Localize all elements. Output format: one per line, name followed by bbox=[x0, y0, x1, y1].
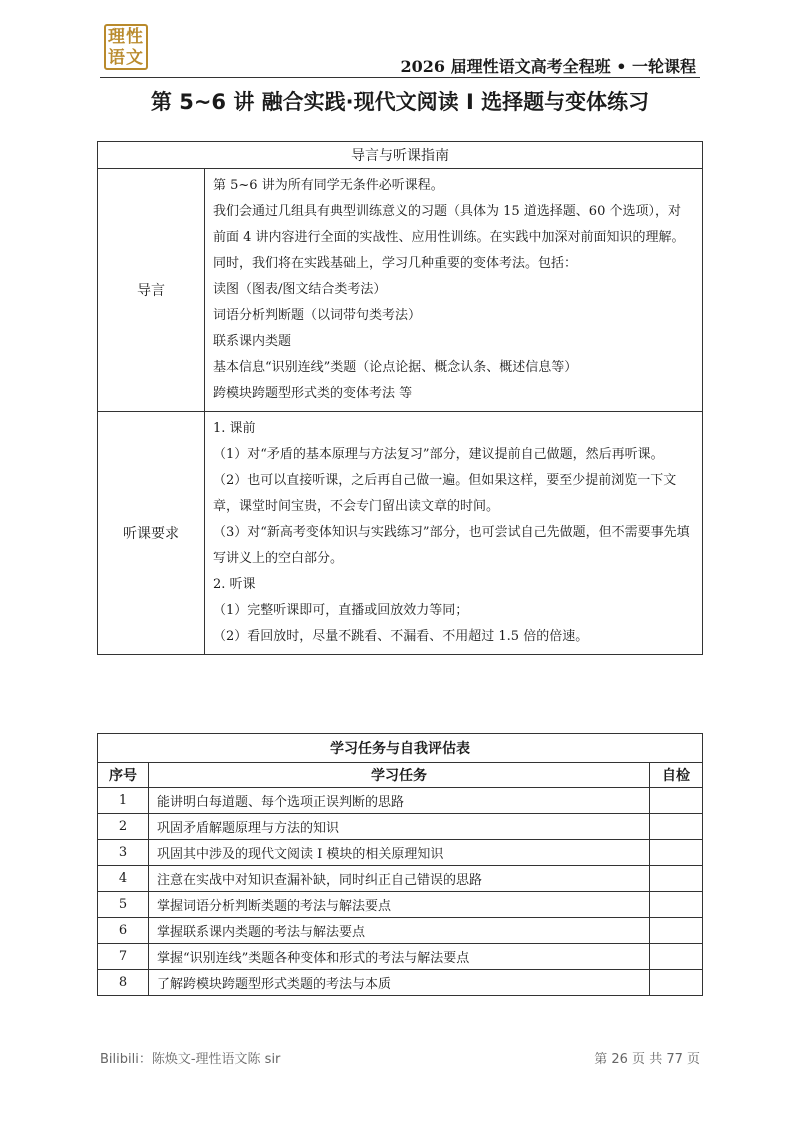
intro-content bbox=[205, 169, 703, 412]
course-title: 2026 届理性语文高考全程班 • 一轮课程 bbox=[400, 57, 696, 76]
self-check-cell[interactable] bbox=[650, 866, 703, 892]
task-num: 2 bbox=[98, 814, 149, 840]
guide-table bbox=[97, 141, 703, 655]
task-num: 6 bbox=[98, 918, 149, 944]
intro-line: 第 5~6 讲为所有同学无条件必听课程。 bbox=[213, 178, 444, 193]
intro-label: 导言 bbox=[98, 169, 205, 412]
task-text: 能讲明白每道题、每个选项正误判断的思路 bbox=[149, 788, 650, 814]
self-check-cell[interactable] bbox=[650, 840, 703, 866]
intro-line: 联系课内类题 bbox=[213, 334, 292, 349]
requirements-label: 听课要求 bbox=[98, 412, 205, 655]
task-text: 了解跨模块跨题型形式类题的考法与本质 bbox=[149, 970, 650, 996]
footer-page-number: 第 26 页 共 77 页 bbox=[594, 1052, 700, 1067]
table-row bbox=[98, 970, 703, 996]
requirement-line: （2）也可以直接听课，之后再自己做一遍。但如果这样，要至少提前浏览一下文章，课堂时间宝贵，不会专门留出读文章的时间。 bbox=[213, 473, 677, 514]
requirement-line: 2. 听课 bbox=[213, 577, 256, 592]
task-table bbox=[97, 733, 703, 996]
task-num: 3 bbox=[98, 840, 149, 866]
task-text: 掌握联系课内类题的考法与解法要点 bbox=[149, 918, 650, 944]
table-row bbox=[98, 840, 703, 866]
task-num: 7 bbox=[98, 944, 149, 970]
task-num: 8 bbox=[98, 970, 149, 996]
task-text: 掌握“识别连线”类题各种变体和形式的考法与解法要点 bbox=[149, 944, 650, 970]
table-row bbox=[98, 892, 703, 918]
brand-logo bbox=[104, 24, 148, 70]
table-row bbox=[98, 866, 703, 892]
intro-line: 词语分析判断题（以词带句类考法） bbox=[213, 308, 422, 323]
task-text: 巩固矛盾解题原理与方法的知识 bbox=[149, 814, 650, 840]
requirement-line: 1. 课前 bbox=[213, 421, 256, 436]
intro-line: 读图（图表/图文结合类考法） bbox=[213, 282, 387, 297]
task-num: 1 bbox=[98, 788, 149, 814]
requirement-line: （3）对“新高考变体知识与实践练习”部分，也可尝试自己先做题，但不需要事先填写讲义上的空白部分。 bbox=[213, 525, 690, 566]
requirement-line: （1）对“矛盾的基本原理与方法复习”部分，建议提前自己做题，然后再听课。 bbox=[213, 447, 664, 462]
task-num: 4 bbox=[98, 866, 149, 892]
requirements-content bbox=[205, 412, 703, 655]
col-header-num: 序号 bbox=[98, 763, 149, 788]
task-text: 注意在实战中对知识查漏补缺，同时纠正自己错误的思路 bbox=[149, 866, 650, 892]
intro-line: 基本信息“识别连线”类题（论点论据、概念认条、概述信息等） bbox=[213, 360, 578, 375]
table-row bbox=[98, 814, 703, 840]
task-num: 5 bbox=[98, 892, 149, 918]
task-table-title: 学习任务与自我评估表 bbox=[98, 734, 703, 763]
footer-source: Bilibili：陈焕文-理性语文陈 sir bbox=[100, 1052, 281, 1067]
table-row bbox=[98, 788, 703, 814]
self-check-cell[interactable] bbox=[650, 970, 703, 996]
logo-line-1: 理性 bbox=[108, 27, 144, 47]
table-row bbox=[98, 918, 703, 944]
logo-line-2: 语文 bbox=[108, 48, 144, 68]
self-check-cell[interactable] bbox=[650, 892, 703, 918]
intro-line: 跨模块跨题型形式类的变体考法 等 bbox=[213, 386, 413, 401]
intro-line: 同时，我们将在实践基础上，学习几种重要的变体考法。包括： bbox=[213, 256, 578, 271]
col-header-check: 自检 bbox=[650, 763, 703, 788]
self-check-cell[interactable] bbox=[650, 944, 703, 970]
table-row bbox=[98, 944, 703, 970]
task-text: 掌握词语分析判断类题的考法与解法要点 bbox=[149, 892, 650, 918]
self-check-cell[interactable] bbox=[650, 788, 703, 814]
requirement-line: （2）看回放时，尽量不跳看、不漏看、不用超过 1.5 倍的倍速。 bbox=[213, 629, 589, 644]
col-header-task: 学习任务 bbox=[149, 763, 650, 788]
requirement-line: （1）完整听课即可，直播或回放效力等同； bbox=[213, 603, 469, 618]
guide-table-title: 导言与听课指南 bbox=[98, 142, 703, 169]
header-divider bbox=[100, 77, 700, 78]
self-check-cell[interactable] bbox=[650, 918, 703, 944]
task-text: 巩固其中涉及的现代文阅读 I 模块的相关原理知识 bbox=[149, 840, 650, 866]
intro-line: 我们会通过几组具有典型训练意义的习题（具体为 15 道选择题、60 个选项），对前面 4 讲内容进行全面的实战性、应用性训练。在实践中加深对前面知识的理解。 bbox=[213, 204, 685, 245]
self-check-cell[interactable] bbox=[650, 814, 703, 840]
lecture-title: 第 5~6 讲 融合实践·现代文阅读 I 选择题与变体练习 bbox=[150, 90, 650, 114]
